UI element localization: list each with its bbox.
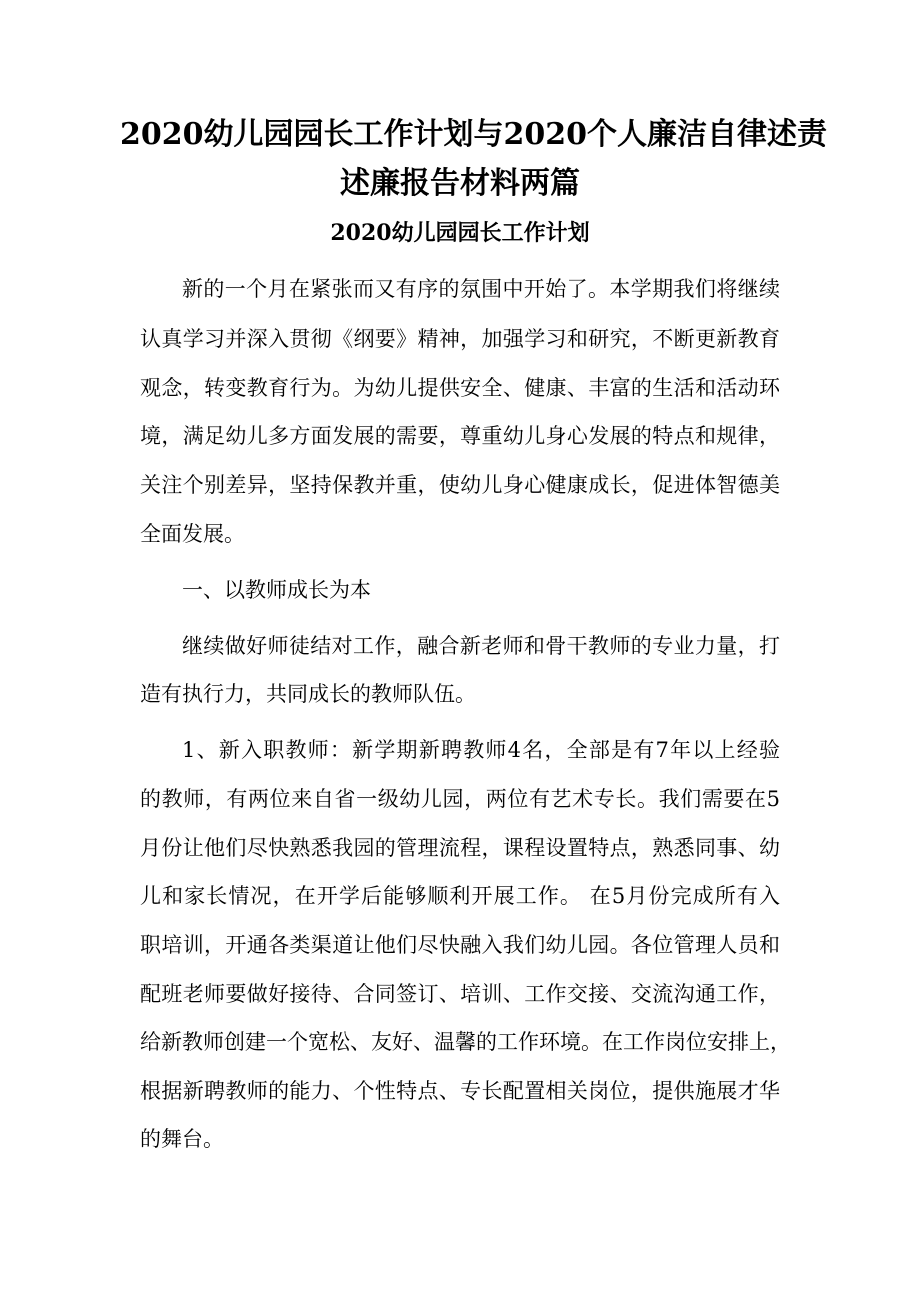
paragraph-line: 全面发展。 — [140, 522, 245, 546]
document-title-line-1: 2020幼儿园园长工作计划与2020个人廉洁自律述责 — [120, 117, 827, 152]
section-heading: 一、以教师成长为本 — [182, 578, 371, 602]
paragraph-line: 职培训，开通各类渠道让他们尽快融入我们幼儿园。各位管理人员和 — [140, 933, 780, 957]
paragraph-line: 新的一个月在紧张而又有序的氛围中开始了。本学期我们将继续 — [182, 277, 780, 301]
paragraph-line: 儿和家长情况，在开学后能够顺利开展工作。 在5月份完成所有入 — [140, 884, 780, 908]
section-title: 2020幼儿园园长工作计划 — [330, 220, 590, 246]
paragraph-line: 造有执行力，共同成长的教师队伍。 — [140, 682, 476, 706]
paragraph-line: 继续做好师徒结对工作，融合新老师和骨干教师的专业力量，打 — [182, 634, 780, 658]
paragraph-line: 给新教师创建一个宽松、友好、温馨的工作环境。在工作岗位安排上， — [140, 1030, 791, 1054]
paragraph-line: 1、新入职教师：新学期新聘教师4名，全部是有7年以上经验 — [182, 738, 780, 762]
paragraph-line: 根据新聘教师的能力、个性特点、专长配置相关岗位，提供施展才华 — [140, 1079, 780, 1103]
paragraph-line: 月份让他们尽快熟悉我园的管理流程，课程设置特点，熟悉同事、幼 — [140, 836, 780, 860]
paragraph-line: 关注个别差异，坚持保教并重，使幼儿身心健康成长，促进体智德美 — [140, 473, 780, 497]
paragraph-line: 观念，转变教育行为。为幼儿提供安全、健康、丰富的生活和活动环 — [140, 376, 780, 400]
paragraph-line: 的教师，有两位来自省一级幼儿园，两位有艺术专长。我们需要在5 — [140, 787, 780, 811]
paragraph-line: 认真学习并深入贯彻《纲要》精神，加强学习和研究，不断更新教育 — [140, 327, 780, 351]
paragraph-line: 境，满足幼儿多方面发展的需要，尊重幼儿身心发展的特点和规律， — [140, 424, 780, 448]
document-title-line-2: 述廉报告材料两篇 — [340, 166, 580, 201]
paragraph-line: 配班老师要做好接待、合同签订、培训、工作交接、交流沟通工作， — [140, 982, 780, 1006]
paragraph-line: 的舞台。 — [140, 1127, 224, 1151]
